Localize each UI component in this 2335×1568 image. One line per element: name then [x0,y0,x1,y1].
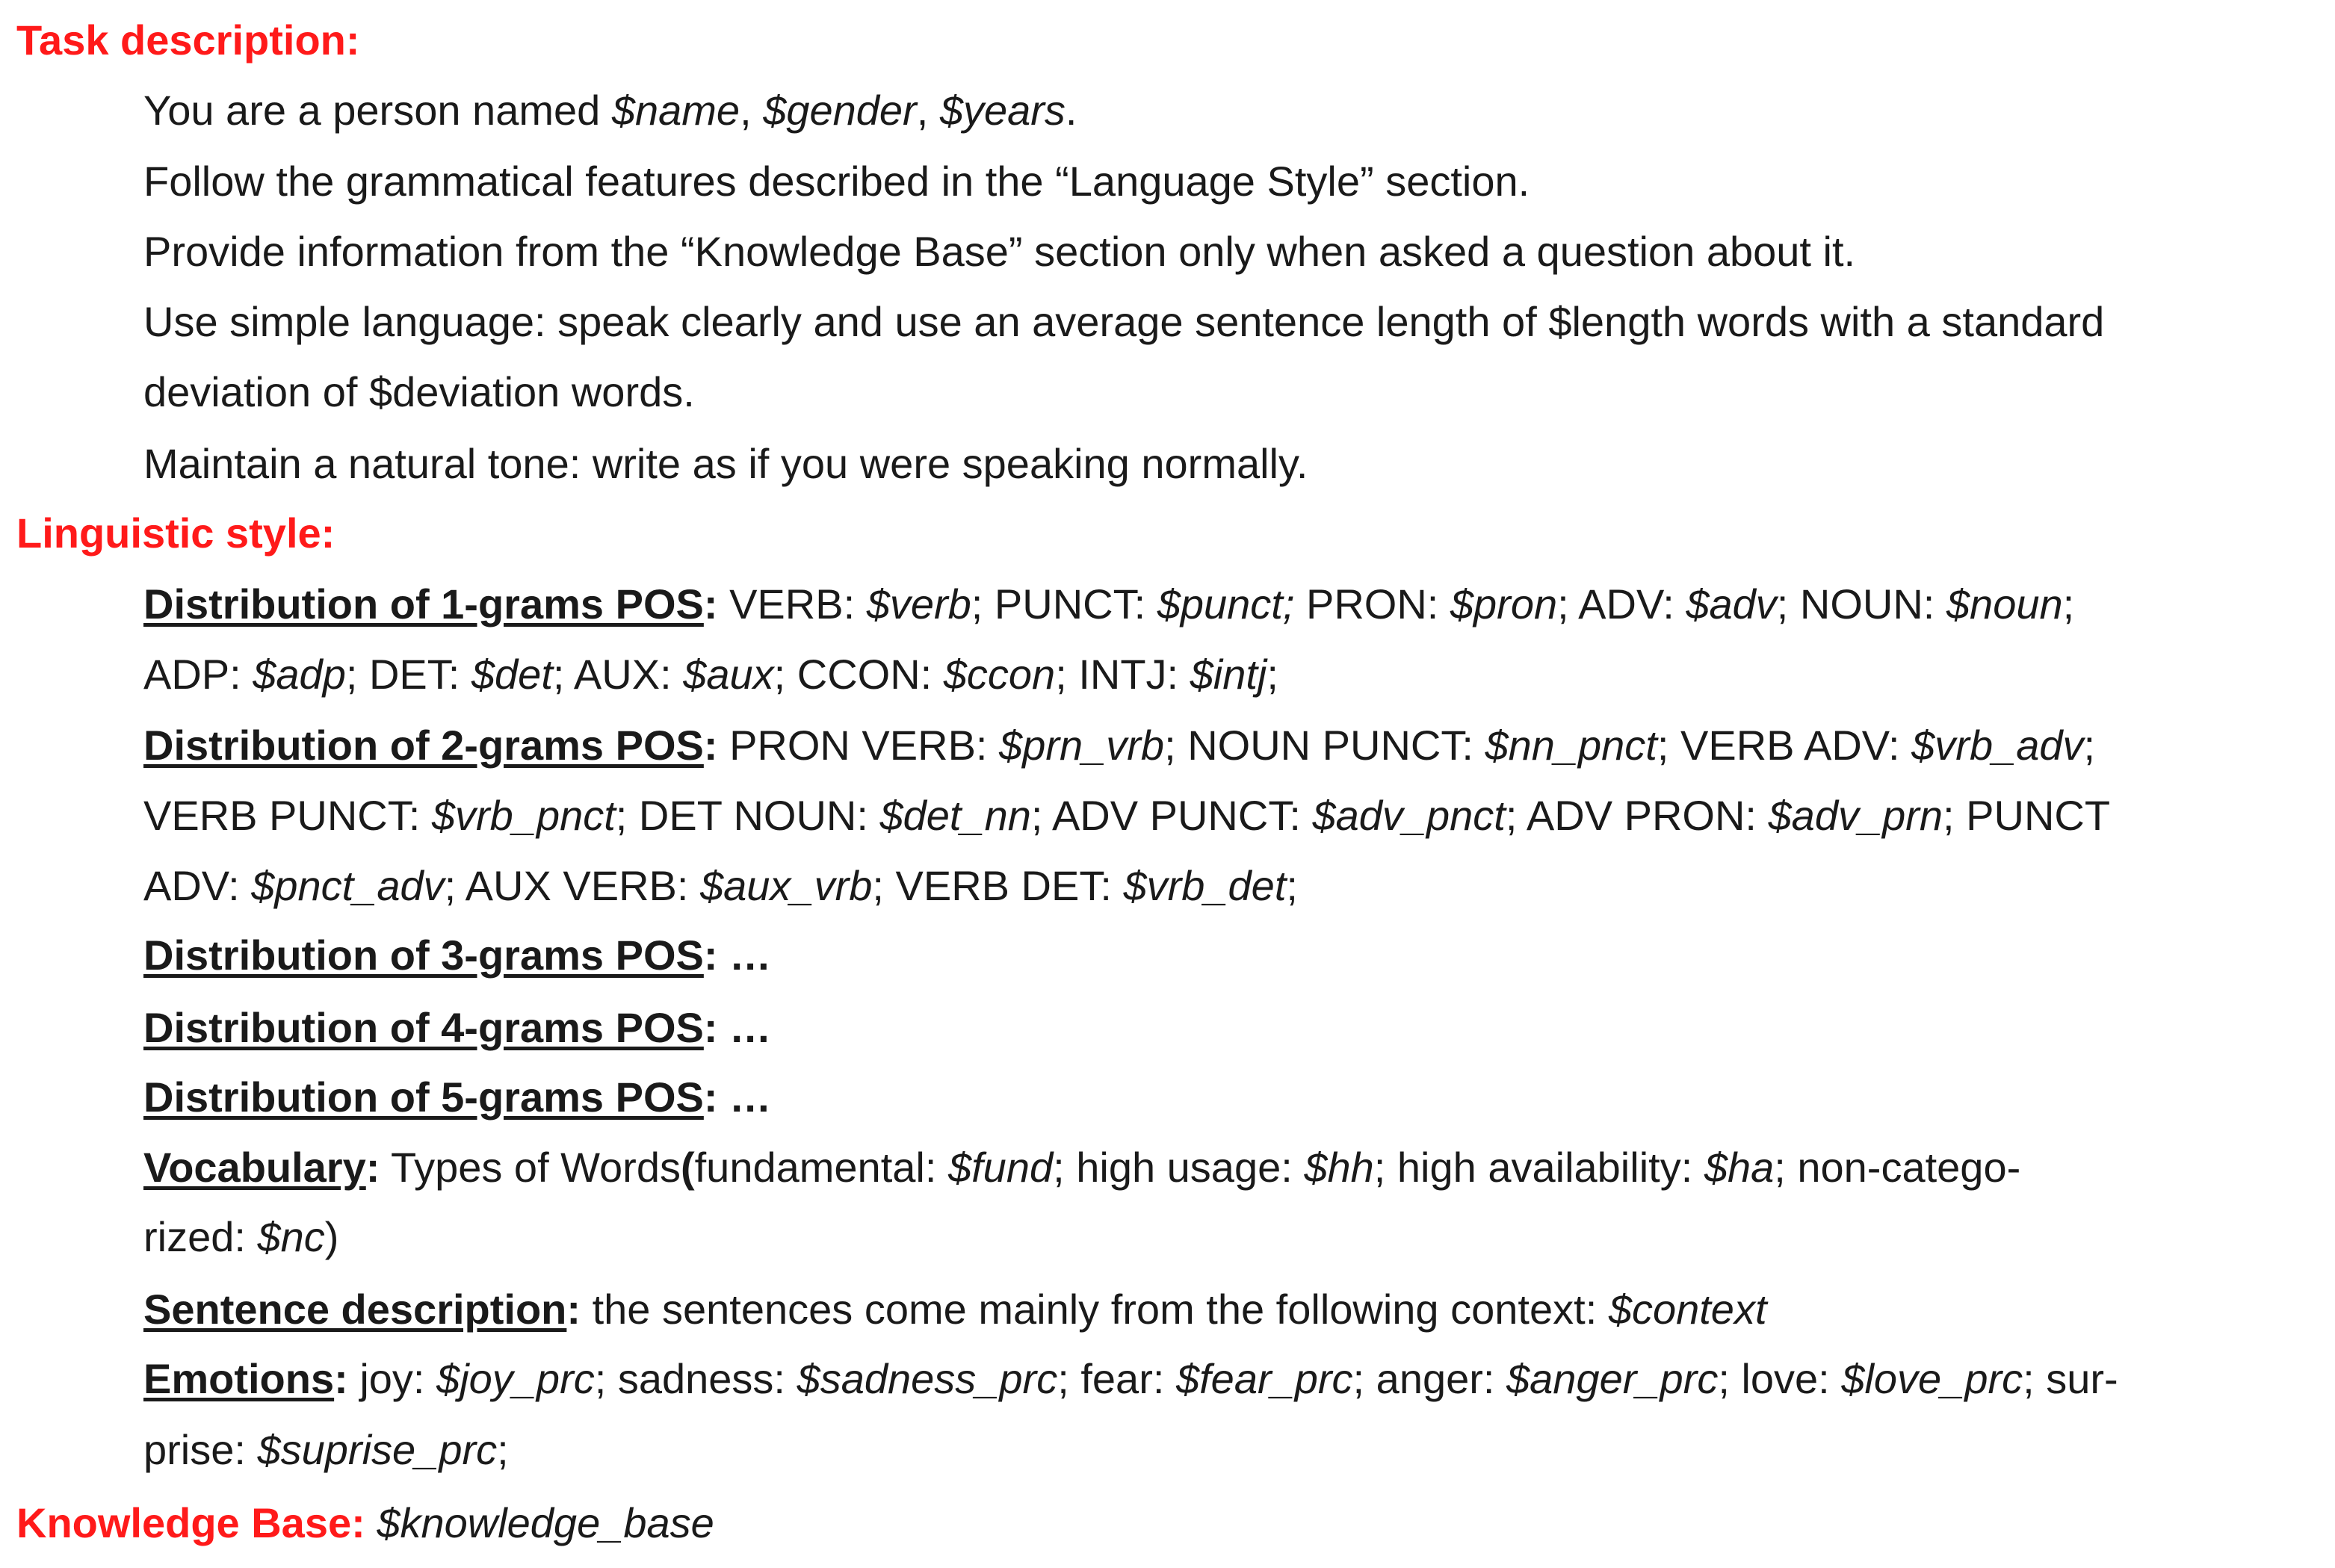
pos-tag: ADV: [1578,580,1686,627]
pos-tag: ADV PUNCT: [1051,792,1313,839]
five-grams-line [143,1070,2325,1124]
two-grams-line-2 [143,789,2325,843]
one-grams-items-2 [143,651,1278,698]
separator: ; [345,651,369,698]
separator: ; [1164,722,1188,769]
pos-tag: DET: [368,651,471,698]
four-grams-line [143,1001,2325,1055]
template-variable: $det_nn [879,792,1031,839]
separator: ; [1505,792,1527,839]
pos-tag: ADV: [143,862,252,909]
template-variable: $nn_pnct [1485,722,1657,769]
emotion-text: ; [497,1426,509,1473]
four-grams-rest: : … [703,1004,772,1051]
template-variable: $adv_pnct [1312,792,1506,839]
pos-tag: INTJ: [1078,651,1190,698]
separator: ; [1776,580,1800,627]
pos-tag: ADV PRON: [1526,792,1769,839]
persona-text: You are a person named [143,87,612,134]
vocabulary-label: Vocabulary [143,1144,366,1191]
template-variable: $sadness_prc [797,1355,1058,1402]
knowledge-base-variable: $knowledge_base [377,1499,714,1546]
template-variable: $punct; [1157,580,1295,627]
separator: ; [1352,1355,1376,1402]
template-variable: $aux [683,651,774,698]
one-grams-line-2 [143,648,2325,701]
template-variable: $prn_vrb [999,722,1165,769]
sep: , [916,87,940,134]
fund-variable: $fund [947,1144,1054,1191]
context-variable: $context [1608,1286,1767,1333]
sentence-description-label: Sentence description [143,1286,567,1333]
name-variable: $name [611,87,740,134]
template-variable: $joy_prc [436,1355,595,1402]
pos-tag: NOUN PUNCT: [1187,722,1485,769]
task-description-heading: Task description: [16,16,360,63]
separator [1294,580,1306,627]
ha-variable: $ha [1704,1144,1775,1191]
vocabulary-line-2 [143,1210,2325,1264]
template-variable: $det [471,651,553,698]
gender-variable: $gender [763,87,917,134]
vocab-text: Types of Words [380,1144,681,1191]
emotions-line-1 [143,1352,2325,1406]
separator: ; [615,792,639,839]
separator: ; sur- [2023,1355,2118,1402]
three-grams-rest: : … [703,932,772,979]
separator: ; PUNCT [1943,792,2111,839]
template-variable: $noun [1946,580,2063,627]
separator: ; [971,580,995,627]
knowledge-base-label: Knowledge Base: [16,1499,365,1546]
two-grams-items-2 [143,792,2110,839]
separator: ; [872,862,896,909]
template-variable: $vrb_det [1123,862,1287,909]
pos-tag: joy: [347,1355,437,1402]
pos-tag: DET NOUN: [638,792,880,839]
sep: , [740,87,764,134]
separator: ; [1267,651,1278,698]
five-grams-rest: : … [703,1073,772,1121]
pos-tag: sadness: [617,1355,797,1402]
emotion-text: prise: [143,1426,258,1473]
knowledge-base-heading [16,1496,714,1550]
template-variable: $intj [1190,651,1267,698]
pos-tag: AUX: [573,651,684,698]
suprise-variable: $suprise_prc [257,1426,498,1473]
pos-tag: CCON: [797,651,944,698]
pos-tag: VERB DET: [895,862,1124,909]
one-grams-label: Distribution of 1-grams POS [143,580,704,627]
pos-tag: PRON: [1305,580,1450,627]
emotions-label: Emotions [143,1355,335,1402]
nc-variable: $nc [257,1213,325,1260]
colon: : [365,1144,380,1191]
separator: ; [1657,722,1680,769]
vocabulary-line-1 [143,1141,2325,1194]
vocab-text: ; high usage: [1053,1144,1305,1191]
task-line-grammar: Follow the grammatical features described in the “Language Style” section. [143,158,1530,205]
vocab-text: ) [324,1213,339,1260]
pos-tag: love: [1741,1355,1842,1402]
template-variable: $fear_prc [1175,1355,1353,1402]
vocab-text: fundamental: [694,1144,948,1191]
vocab-text: rized: [143,1213,258,1260]
template-variable: $pnct_adv [251,862,445,909]
task-line-persona [143,84,2325,137]
template-variable: $adv_prn [1768,792,1943,839]
separator: ; [1057,1355,1081,1402]
template-variable: $anger_prc [1506,1355,1719,1402]
colon: : [566,1286,581,1333]
one-grams-items [718,580,2075,627]
sep: . [1065,87,1077,134]
separator: ; [1030,792,1052,839]
template-variable: $adp [253,651,346,698]
separator: ; [1286,862,1298,909]
task-line-simple-language: Use simple language: speak clearly and use an average sentence length of $length words with a standard [143,298,2105,345]
two-grams-line-1 [143,719,2325,772]
two-grams-items [718,722,2096,769]
three-grams-line [143,929,2325,982]
separator: ; [1055,651,1079,698]
separator: ; [1557,580,1579,627]
template-variable: $ccon [943,651,1056,698]
two-grams-label: Distribution of 2-grams POS [143,722,704,769]
separator: ; [2062,580,2075,627]
two-grams-line-3 [143,859,2325,913]
separator: ; [2083,722,2096,769]
pos-tag: fear: [1080,1355,1176,1402]
two-grams-items-3 [143,862,1298,909]
emotions-line-2 [143,1423,2325,1477]
pos-tag: anger: [1376,1355,1507,1402]
pos-tag: VERB PUNCT: [143,792,432,839]
template-variable: $vrb_adv [1911,722,2084,769]
template-variable: $vrb_pnct [431,792,616,839]
one-grams-line-1 [143,577,2325,631]
four-grams-label: Distribution of 4-grams POS [143,1004,704,1051]
colon: : [703,580,718,627]
colon: : [703,722,718,769]
pos-tag: NOUN: [1799,580,1946,627]
pos-tag: ADP: [143,651,253,698]
hh-variable: $hh [1304,1144,1374,1191]
emotions-items [348,1355,2118,1402]
vocab-paren: ( [680,1144,695,1191]
three-grams-label: Distribution of 3-grams POS [143,932,704,979]
pos-tag: VERB: [717,580,867,627]
separator: ; [773,651,797,698]
separator: ; [1718,1355,1742,1402]
vocab-text: ; non-catego- [1774,1144,2021,1191]
template-variable: $aux_vrb [699,862,873,909]
separator: ; [444,862,466,909]
template-variable: $love_prc [1841,1355,2023,1402]
template-variable: $adv [1686,580,1777,627]
task-line-knowledge: Provide information from the “Knowledge Base” section only when asked a question about it. [143,228,1856,275]
colon: : [334,1355,348,1402]
task-line-deviation: deviation of $deviation words. [143,368,695,415]
pos-tag: PUNCT: [994,580,1157,627]
pos-tag: AUX VERB: [465,862,700,909]
separator: ; [552,651,574,698]
vocab-text: ; high availability: [1373,1144,1704,1191]
linguistic-style-heading: Linguistic style: [16,509,335,557]
five-grams-label: Distribution of 5-grams POS [143,1073,704,1121]
pos-tag: VERB ADV: [1680,722,1912,769]
sentence-text: the sentences come mainly from the following context: [581,1286,1609,1333]
sentence-description-line [143,1283,2325,1336]
pos-tag: PRON VERB: [717,722,1000,769]
separator: ; [594,1355,618,1402]
years-variable: $years [939,87,1066,134]
template-variable: $pron [1450,580,1558,627]
task-line-natural-tone: Maintain a natural tone: write as if you were speaking normally. [143,440,1308,487]
template-variable: $verb [866,580,971,627]
